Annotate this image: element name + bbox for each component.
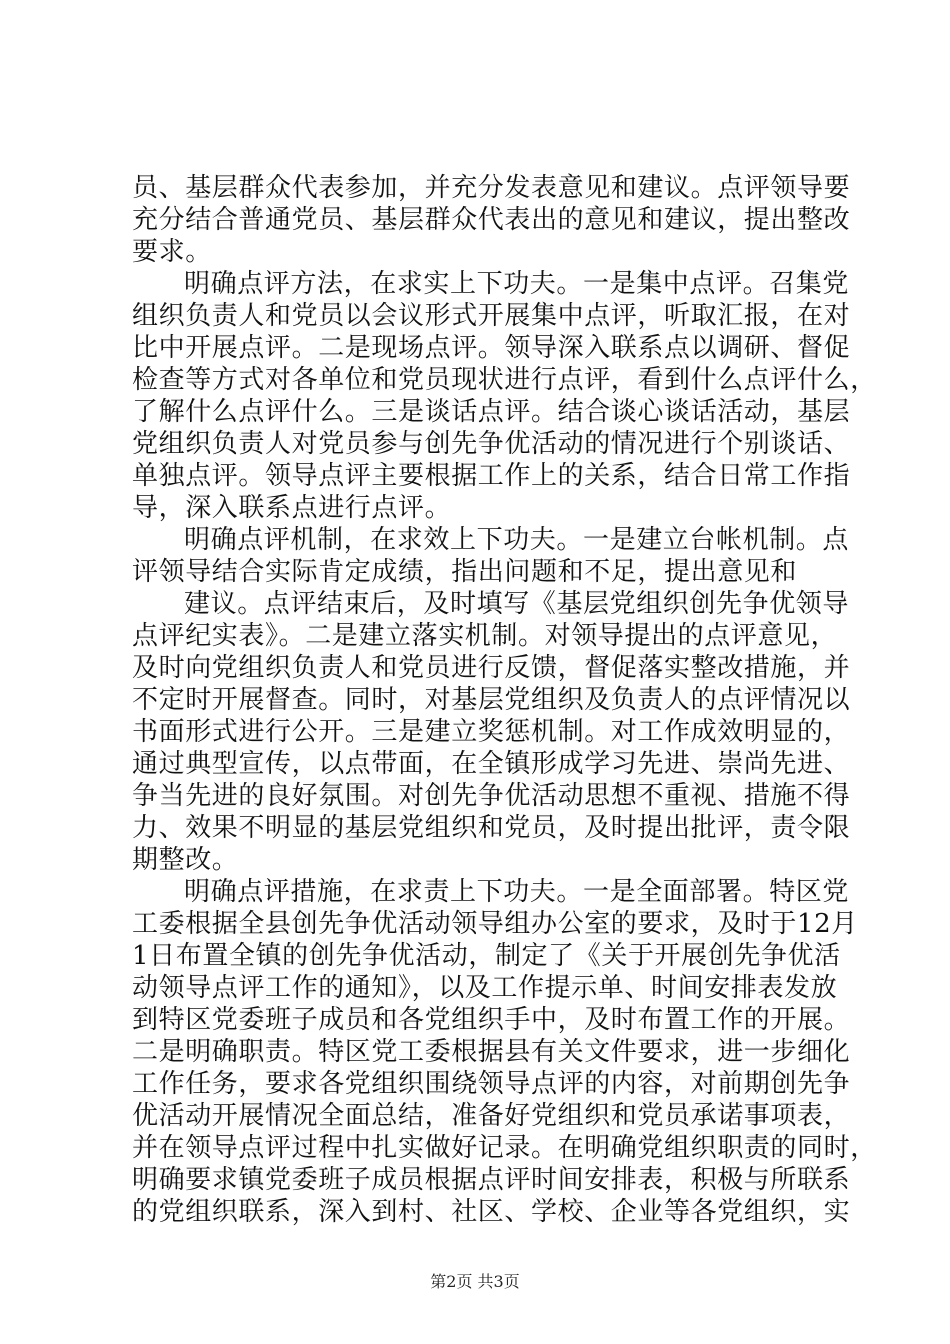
text-line: 不定时开展督查。同时，对基层党组织及负责人的点评情况以 — [132, 685, 851, 715]
text-line: 导，深入联系点进行点评。 — [132, 493, 452, 523]
text-line: 建议。点评结束后，及时填写《基层党组织创先争优领导 — [184, 589, 850, 619]
text-line: 明确点评措施，在求责上下功夫。一是全面部署。特区党 — [184, 877, 850, 907]
text-line: 明确点评机制，在求效上下功夫。一是建立台帐机制。点 — [184, 525, 850, 555]
text-line: 检查等方式对各单位和党员现状进行点评，看到什么点评什么， — [132, 365, 877, 395]
document-body — [132, 172, 877, 1228]
text-line: 及时向党组织负责人和党员进行反馈，督促落实整改措施，并 — [132, 653, 851, 683]
text-line: 评领导结合实际肯定成绩，指出问题和不足，提出意见和 — [132, 557, 798, 587]
text-line: 工委根据全县创先争优活动领导组办公室的要求，及时于12月 — [132, 909, 858, 939]
text-line: 了解什么点评什么。三是谈话点评。结合谈心谈话活动，基层 — [132, 397, 851, 427]
text-line: 动领导点评工作的通知》，以及工作提示单、时间安排表发放 — [132, 973, 838, 1003]
text-line: 员、基层群众代表参加，并充分发表意见和建议。点评领导要 — [132, 173, 851, 203]
text-line: 明确要求镇党委班子成员根据点评时间安排表，积极与所联系 — [132, 1165, 851, 1195]
text-line: 的党组织联系，深入到村、社区、学校、企业等各党组织，实 — [132, 1197, 851, 1227]
text-line: 并在领导点评过程中扎实做好记录。在明确党组织职责的同时， — [132, 1133, 877, 1163]
text-line: 1日布置全镇的创先争优活动，制定了《关于开展创先争优活 — [132, 941, 841, 971]
text-line: 到特区党委班子成员和各党组织手中，及时布置工作的开展。 — [132, 1005, 851, 1035]
text-line: 要求。 — [132, 237, 212, 267]
text-line: 比中开展点评。二是现场点评。领导深入联系点以调研、督促 — [132, 333, 851, 363]
text-line: 组织负责人和党员以会议形式开展集中点评，听取汇报，在对 — [132, 301, 851, 331]
text-line: 单独点评。领导点评主要根据工作上的关系，结合日常工作指 — [132, 461, 851, 491]
text-line: 力、效果不明显的基层党组织和党员，及时提出批评，责令限 — [132, 813, 851, 843]
text-line: 工作任务，要求各党组织围绕领导点评的内容，对前期创先争 — [132, 1069, 851, 1099]
text-line: 党组织负责人对党员参与创先争优活动的情况进行个别谈话、 — [132, 429, 851, 459]
page-footer: 第2页 共3页 — [430, 1272, 520, 1291]
text-line: 期整改。 — [132, 845, 239, 875]
text-line: 通过典型宣传，以点带面，在全镇形成学习先进、崇尚先进、 — [132, 749, 851, 779]
text-line: 争当先进的良好氛围。对创先争优活动思想不重视、措施不得 — [132, 781, 851, 811]
text-line: 二是明确职责。特区党工委根据县有关文件要求，进一步细化 — [132, 1037, 851, 1067]
text-line: 书面形式进行公开。三是建立奖惩机制。对工作成效明显的， — [132, 717, 851, 747]
text-line: 充分结合普通党员、基层群众代表出的意见和建议，提出整改 — [132, 205, 851, 235]
text-line: 优活动开展情况全面总结，准备好党组织和党员承诺事项表， — [132, 1101, 851, 1131]
text-line: 点评纪实表》。二是建立落实机制。对领导提出的点评意见， — [132, 621, 838, 651]
text-line: 明确点评方法，在求实上下功夫。一是集中点评。召集党 — [184, 269, 850, 299]
